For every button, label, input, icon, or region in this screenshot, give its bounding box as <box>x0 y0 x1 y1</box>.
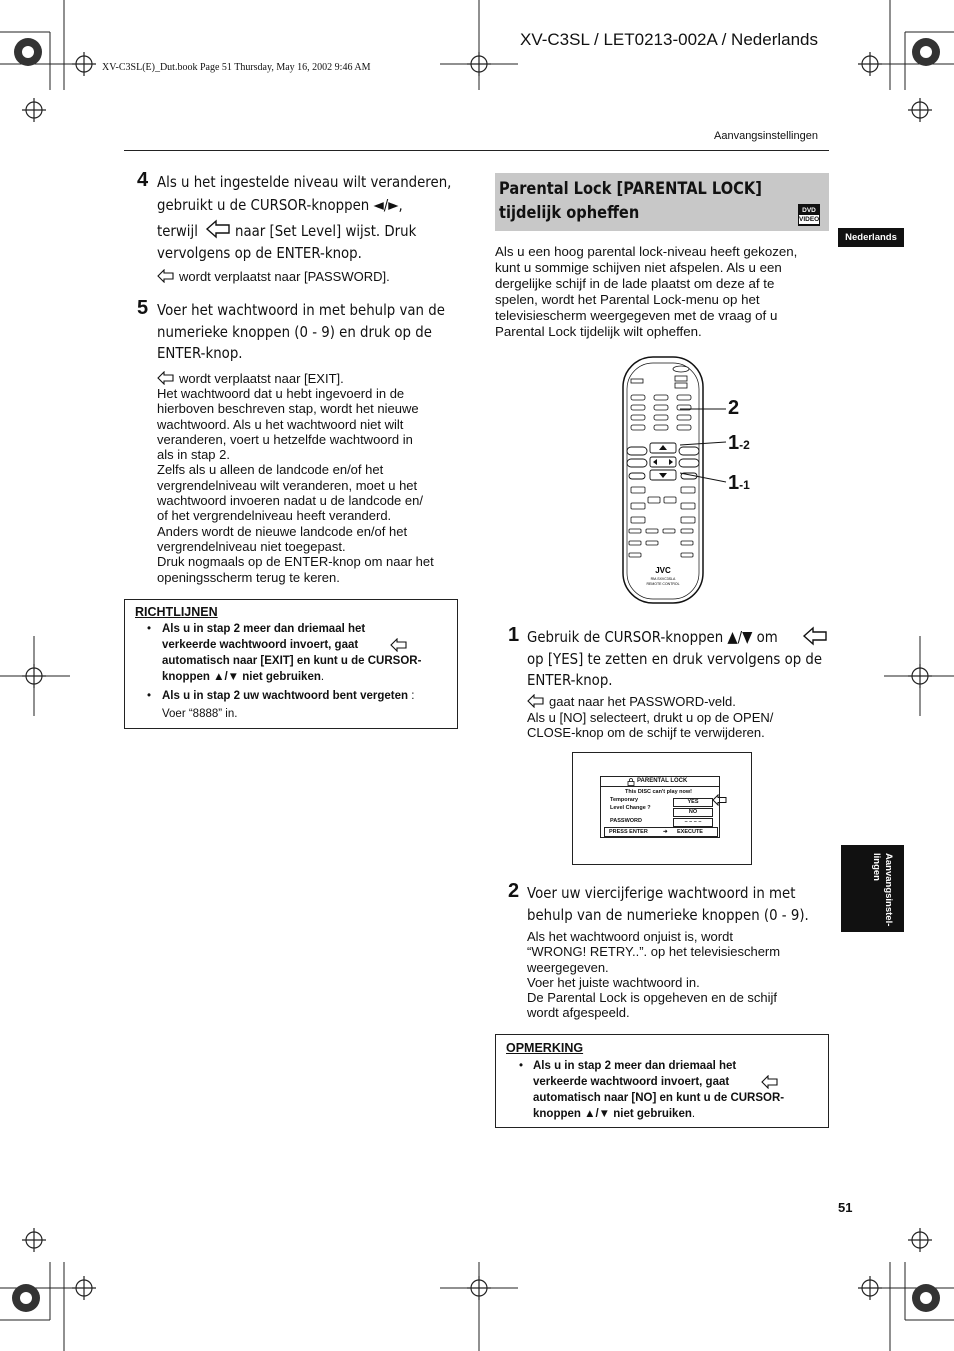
remote-model: RM-SXVC3SLA <box>650 577 676 581</box>
step-5-line-2: numerieke knoppen (0 - 9) en druk op de <box>157 323 432 341</box>
osd-yes-option[interactable]: YES <box>673 798 713 807</box>
callout-1-1: 1-1 <box>728 472 750 494</box>
osd-arrow-icon: ➜ <box>663 829 668 835</box>
pointer-arrow-icon <box>527 694 545 708</box>
osd-title: PARENTAL LOCK <box>637 778 688 784</box>
note-box <box>495 1034 829 1128</box>
section-heading: Parental Lock [PARENTAL LOCK] tijdelijk opheffen <box>499 179 762 223</box>
guidelines-box <box>124 599 458 729</box>
step-4-line-2: gebruikt u de CURSOR-knoppen ◄/►, <box>157 196 403 214</box>
guideline-1-line-4: knoppen ▲/▼ niet gebruiken. <box>162 671 325 683</box>
osd-level-change: Level Change ? <box>610 805 651 811</box>
step-4-line-4: vervolgens op de ENTER-knop. <box>157 244 362 262</box>
step-2-line-2: behulp van de numerieke knoppen (0 - 9). <box>527 906 809 924</box>
parental-lock-osd <box>600 776 720 838</box>
step-1-line-3: ENTER-knop. <box>527 671 613 689</box>
bullet-dot: • <box>519 1060 524 1072</box>
tv-screen-illustration <box>572 752 752 865</box>
step-2-body: Als het wachtwoord onjuist is, wordt “WRONG! RETRY..”. op het televisiescherm weergegeven. Voer het juiste wachtwoord in. De Parental Lock is opgeheven en de schijf wordt afgespeeld. <box>527 929 781 1021</box>
osd-password-label: PASSWORD <box>610 818 642 824</box>
page-number: 51 <box>838 1200 853 1215</box>
step-4-line-1: Als u het ingestelde niveau wilt veranderen, <box>157 173 452 191</box>
guidelines-heading: RICHTLIJNEN <box>135 605 218 619</box>
step-5-line-1: Voer het wachtwoord in met behulp van de <box>157 301 445 319</box>
step-4-number: 4 <box>137 169 149 191</box>
step-1-line-2: op [YES] te zetten en druk vervolgens op de <box>527 650 823 668</box>
remote-brand: JVC <box>655 566 671 575</box>
step-4-line-3a: terwijl <box>157 222 198 240</box>
step-5-line-3: ENTER-knop. <box>157 344 243 362</box>
pointer-arrow-icon <box>712 794 728 806</box>
pointer-arrow-icon <box>205 219 231 239</box>
step-1-body: Als u [NO] selecteert, drukt u op de OPEN/ CLOSE-knop om de schijf te verwijderen. <box>527 710 774 741</box>
step-1-result: gaat naar het PASSWORD-veld. <box>549 694 736 709</box>
osd-password-field[interactable]: – – – – <box>673 818 713 827</box>
lock-icon <box>627 778 635 786</box>
step-1-number: 1 <box>508 624 520 646</box>
document-title: XV-C3SL / LET0213-002A / Nederlands <box>520 30 818 49</box>
note-heading: OPMERKING <box>506 1041 584 1055</box>
step-4-result: wordt verplaatst naar [PASSWORD]. <box>179 269 390 284</box>
pointer-arrow-icon <box>157 269 175 283</box>
step-4-line-3b: naar [Set Level] wijst. Druk <box>235 222 417 240</box>
pointer-arrow-icon <box>802 626 828 646</box>
step-2-number: 2 <box>508 880 520 902</box>
osd-rule <box>601 786 719 787</box>
header-rule <box>124 150 829 151</box>
guideline-1-line-2: verkeerde wachtwoord invoert, gaat <box>162 639 359 651</box>
book-info-line: XV-C3SL(E)_Dut.book Page 51 Thursday, May 16, 2002 9:46 AM <box>102 62 371 73</box>
chapter-side-tab <box>841 845 904 932</box>
guideline-2-line-2: Voer “8888” in. <box>162 708 238 720</box>
callout-leaders <box>680 395 730 490</box>
step-5-result: wordt verplaatst naar [EXIT]. <box>179 371 344 386</box>
guideline-2-line-1: Als u in stap 2 uw wachtwoord bent vergeten : <box>162 690 415 702</box>
bullet-dot: • <box>147 623 152 635</box>
dvd-video-badge: DVD VIDEO <box>798 204 820 226</box>
step-1-line-1: Gebruik de CURSOR-knoppen ▲/▼ om <box>527 628 778 646</box>
intro-paragraph: Als u een hoog parental lock-niveau heeft gekozen, kunt u sommige schijven niet afspelen. Als u een dergelijke schijf in de lade plaatst om deze af te spelen, wordt het Parental Lock-menu op het televisiescherm weergegeven met de vraag of u Parental Lock tijdelijk wilt opheffen. <box>495 244 798 339</box>
step-5-body: Het wachtwoord dat u hebt ingevoerd in de hierboven beschreven stap, wordt het nieuwe wachtwoord. Als u het wachtwoord niet wilt veranderen, voert u hetzelfde wachtwoord in als in stap 2. Zelfs als u alleen de landcode en/of het vergrendelniveau wilt veranderen, moet u het wachtwoord invoeren nadat u de landcode en/ of het vergrendelniveau heeft veranderd. Anders wordt de nieuwe landcode en/of het vergrendelniveau niet toegepast. Druk nogmaals op de ENTER-knop om naar het openingsscherm terug te keren. <box>157 386 434 585</box>
osd-temporary: Temporary <box>610 797 639 803</box>
chapter-side-tab-label: Aanvangsinstel- lingen <box>871 853 894 927</box>
note-line-1: Als u in stap 2 meer dan driemaal het <box>533 1060 737 1072</box>
pointer-arrow-icon <box>157 371 175 385</box>
pointer-arrow-icon <box>761 1075 779 1089</box>
guideline-1-line-3: automatisch naar [EXIT] en kunt u de CURSOR- <box>162 655 422 667</box>
step-2-line-1: Voer uw viercijferige wachtwoord in met <box>527 884 796 902</box>
osd-no-option[interactable]: NO <box>673 808 713 817</box>
section-banner <box>495 173 829 231</box>
language-tab: Nederlands <box>838 228 904 247</box>
pointer-arrow-icon <box>390 638 408 652</box>
callout-2: 2 <box>728 397 740 419</box>
osd-message: This DISC can't play now! <box>625 789 693 795</box>
note-line-2: verkeerde wachtwoord invoert, gaat <box>533 1076 730 1088</box>
step-5-number: 5 <box>137 297 149 319</box>
note-line-3: automatisch naar [NO] en kunt u de CURSOR- <box>533 1092 785 1104</box>
guideline-1-line-1: Als u in stap 2 meer dan driemaal het <box>162 623 366 635</box>
osd-footer: PRESS ENTER ➜ EXECUTE <box>604 827 718 837</box>
bullet-dot: • <box>147 690 152 702</box>
remote-label: REMOTE CONTROL <box>646 582 680 586</box>
callout-1-2: 1-2 <box>728 432 750 454</box>
section-name: Aanvangsinstellingen <box>714 130 818 142</box>
note-line-4: knoppen ▲/▼ niet gebruiken. <box>533 1108 696 1120</box>
